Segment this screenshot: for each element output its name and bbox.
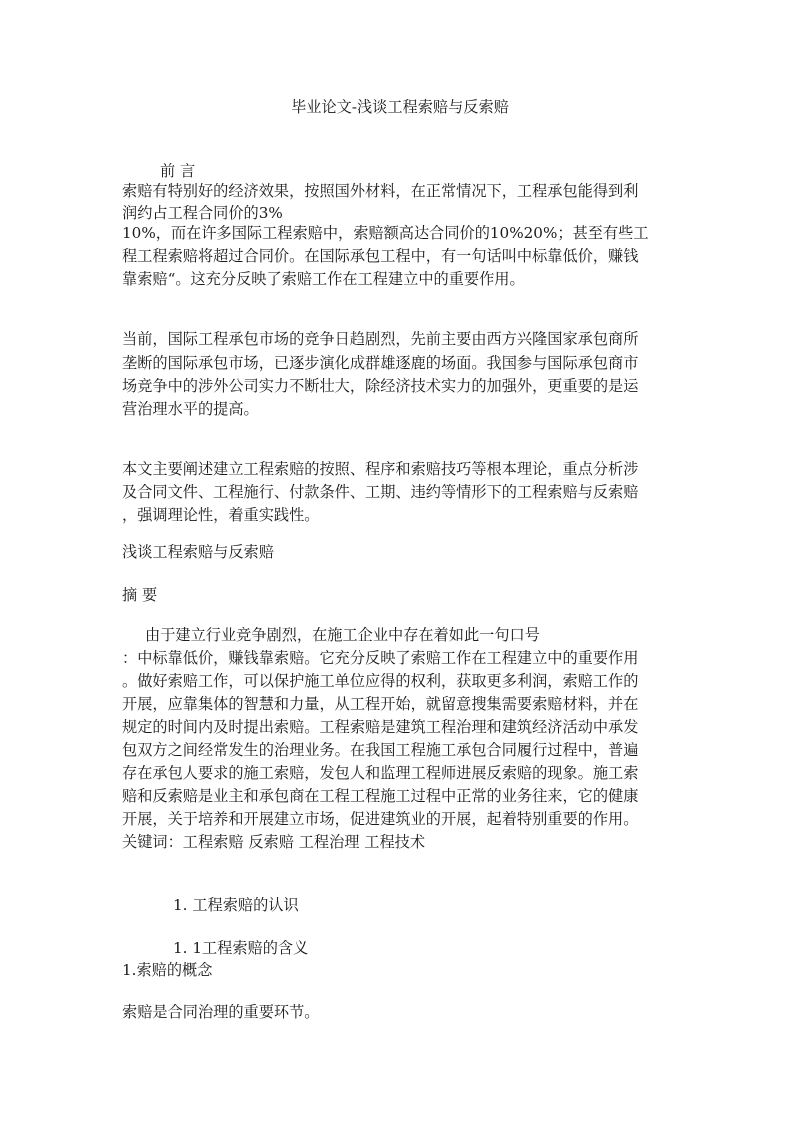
abstract-heading: 摘 要 <box>122 586 158 604</box>
body-paragraph-line: ，强调理论性，着重实践性。 <box>122 506 320 524</box>
body-paragraph-line: 垄断的国际承包市场，已逐步演化成群雄逐鹿的场面。我国参与国际承包商市 <box>122 354 639 372</box>
section-heading: 1. 工程索赔的认识 <box>173 896 299 914</box>
subsubsection-heading: 1.索赔的概念 <box>122 961 213 979</box>
abstract-line: 由于建立行业竞争剧烈，在施工企业中存在着如此一句口号 <box>145 626 540 644</box>
preface-heading: 前 言 <box>160 162 196 180</box>
abstract-line: 。做好索赔工作，可以保护施工单位应得的权利，获取更多利润，索赔工作的 <box>122 672 639 690</box>
keywords-line: 关键词：工程索赔 反索赔 工程治理 工程技术 <box>122 833 426 851</box>
body-paragraph-line: 营治理水平的提高。 <box>122 400 259 418</box>
abstract-line: 开展，应靠集体的智慧和力量，从工程开始，就留意搜集需要索赔材料，并在 <box>122 695 639 713</box>
body-paragraph-line: 当前，国际工程承包市场的竞争日趋剧烈，先前主要由西方兴隆国家承包商所 <box>122 330 639 348</box>
body-paragraph-line: 及合同文件、工程施行、付款条件、工期、违约等情形下的工程索赔与反索赔 <box>122 483 639 501</box>
body-paragraph-line: 场竞争中的涉外公司实力不断壮大，除经济技术实力的加强外，更重要的是运 <box>122 377 639 395</box>
body-paragraph-line: 本文主要阐述建立工程索赔的按照、程序和索赔技巧等根本理论，重点分析涉 <box>122 460 639 478</box>
section-subtitle: 浅谈工程索赔与反索赔 <box>122 543 274 561</box>
abstract-line: 赔和反索赔是业主和承包商在工程工程施工过程中正常的业务往来，它的健康 <box>122 787 639 805</box>
preface-line: 润约占工程合同价的3% <box>122 204 283 222</box>
body-paragraph-line: 索赔是合同治理的重要环节。 <box>122 1003 320 1021</box>
preface-line: 程工程索赔将超过合同价。在国际承包工程中，有一句话叫中标靠低价，赚钱 <box>122 247 639 265</box>
preface-line: 10%，而在许多国际工程索赔中，索赔额高达合同价的10%20%；甚至有些工 <box>122 224 649 242</box>
abstract-line: 包双方之间经常发生的治理业务。在我国工程施工承包合同履行过程中，普遍 <box>122 741 639 759</box>
abstract-line: 存在承包人要求的施工索赔，发包人和监理工程师进展反索赔的现象。施工索 <box>122 764 639 782</box>
document-title: 毕业论文-浅谈工程索赔与反索赔 <box>291 98 509 116</box>
abstract-line: 规定的时间内及时提出索赔。工程索赔是建筑工程治理和建筑经济活动中承发 <box>122 718 639 736</box>
abstract-line: 开展，关于培养和开展建立市场，促进建筑业的开展，起着特别重要的作用。 <box>122 810 639 828</box>
abstract-line: ：中标靠低价，赚钱靠索赔。它充分反映了索赔工作在工程建立中的重要作用 <box>122 649 639 667</box>
preface-line: 靠索赔“。这充分反映了索赔工作在工程建立中的重要作用。 <box>122 270 525 288</box>
preface-line: 索赔有特别好的经济效果，按照国外材料，在正常情况下，工程承包能得到利 <box>122 182 639 200</box>
subsection-heading: 1. 1工程索赔的含义 <box>173 939 309 957</box>
